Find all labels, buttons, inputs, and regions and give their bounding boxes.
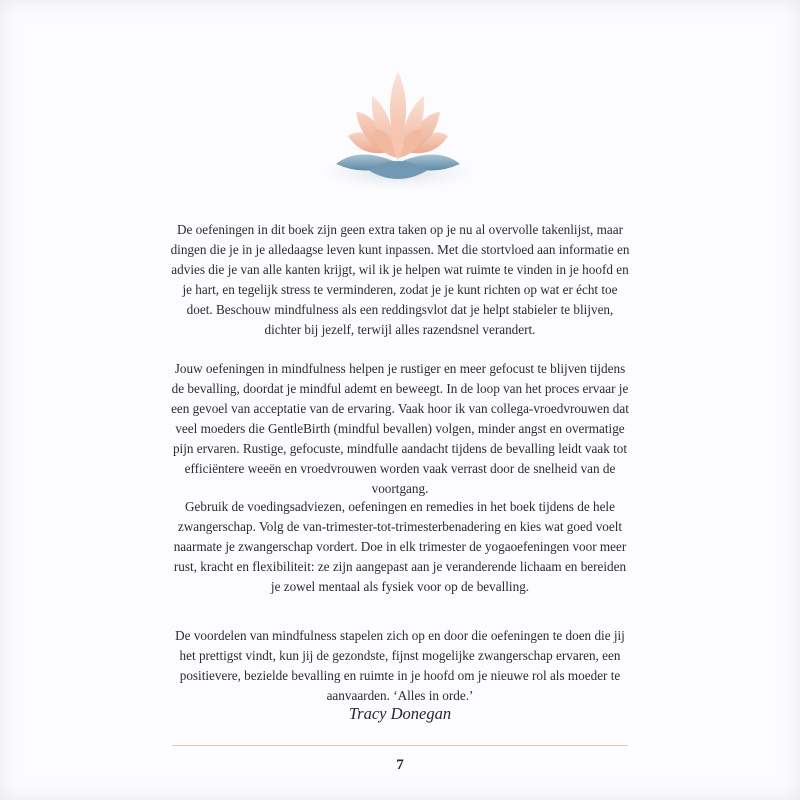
- page-number: 7: [396, 757, 404, 773]
- body-paragraph-1: De oefeningen in dit boek zijn geen extra taken op je nu al overvolle takenlijst, maar dingen die je in je alledaagse leven kunt inpassen. Met die stortvloed aan informatie en advies die je van alle kanten krijgt, wil ik je helpen wat ruimte te vinden in je hoofd en je hart, en tegelijk stress te verminderen, zodat je je kunt richten op wat er écht toe doet. Beschouw mindfulness als een reddingsvlot dat je helpt stabieler te blijven, dichter bij jezelf, terwijl alles razendsnel verandert.: [170, 222, 630, 337]
- lotus-flower-illustration: [318, 66, 478, 196]
- body-paragraph-2: Jouw oefeningen in mindfulness helpen je rustiger en meer gefocust te blijven tijdens de bevalling, doordat je mindful ademt en beweegt. In de loop van het proces ervaar je een gevoel van acceptatie van de ervaring. Vaak hoor ik van collega-vroedvrouwen dat veel moeders die GentleBirth (mindful bevallen) volgen, minder angst en overmatige pijn ervaren. Rustige, gefocuste, mindfulle aandacht tijdens de bevalling leidt vaak tot efficiëntere weeën en vroedvrouwen worden vaak verrast door de snelheid van de voortgang.: [171, 361, 629, 496]
- body-paragraph-4: De voordelen van mindfulness stapelen zich op en door die oefeningen te doen die jij het prettigst vindt, kun jij de gezondste, fijnst mogelijke zwangerschap ervaren, een positievere, bezielde bevalling en ruimte in je hoofd om je nieuwe rol als moeder te aanvaarden. ‘Alles in orde.’: [175, 628, 625, 703]
- footer-divider: [172, 745, 628, 746]
- author-signature: Tracy Donegan: [348, 704, 452, 723]
- body-paragraph-3: Gebruik de voedingsadviezen, oefeningen en remedies in het boek tijdens de hele zwangerschap. Volg de van-trimester-tot-trimesterbenadering en kies wat goed voelt naarmate je zwangerschap vordert. Doe in elk trimester de yogaoefeningen voor meer rust, kracht en flexibiliteit: ze zijn aangepast aan je veranderende lichaam en bereiden je zowel mentaal als fysiek voor op de bevalling.: [173, 499, 627, 594]
